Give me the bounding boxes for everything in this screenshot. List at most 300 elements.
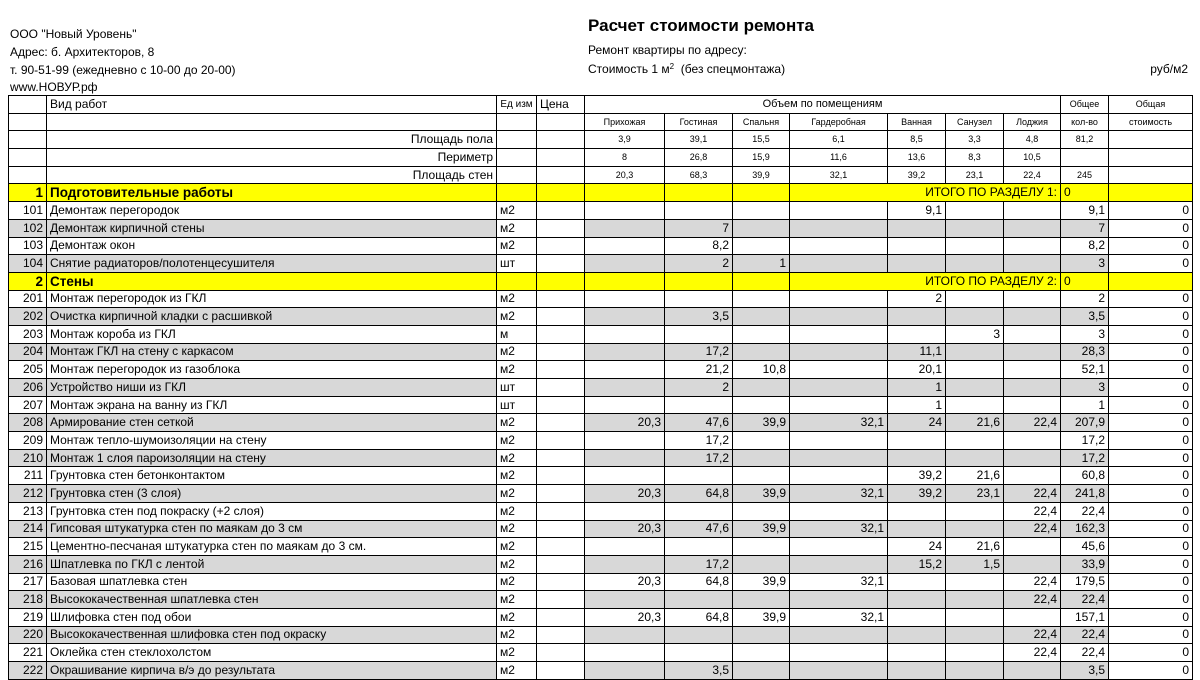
room-volume <box>1004 308 1061 326</box>
work-name: Монтаж перегородок из газоблока <box>47 361 497 379</box>
room-volume: 3,5 <box>665 662 733 680</box>
total-qty: 45,6 <box>1061 538 1109 556</box>
price <box>537 502 585 520</box>
room-volume <box>733 432 790 450</box>
room-volume <box>733 449 790 467</box>
area-value: 20,3 <box>585 166 665 184</box>
room-volume: 22,4 <box>1004 520 1061 538</box>
section-number: 2 <box>9 272 47 290</box>
total-cost: 0 <box>1109 449 1193 467</box>
row-number: 205 <box>9 361 47 379</box>
room-volume <box>790 626 888 644</box>
total-qty: 9,1 <box>1061 202 1109 220</box>
table-row <box>9 414 1193 432</box>
table-row <box>9 449 1193 467</box>
row-number: 104 <box>9 255 47 273</box>
price <box>537 379 585 397</box>
price <box>537 237 585 255</box>
total-qty: 22,4 <box>1061 644 1109 662</box>
room-volume <box>790 379 888 397</box>
room-volume <box>790 396 888 414</box>
room-volume: 21,2 <box>665 361 733 379</box>
room-volume <box>665 202 733 220</box>
work-name: Грунтовка стен бетонконтактом <box>47 467 497 485</box>
room-volume: 32,1 <box>790 573 888 591</box>
total-qty: 3,5 <box>1061 662 1109 680</box>
table-row <box>9 343 1193 361</box>
row-number: 202 <box>9 308 47 326</box>
room-volume <box>1004 662 1061 680</box>
table-row <box>9 608 1193 626</box>
unit: м2 <box>497 202 537 220</box>
room-volume <box>790 361 888 379</box>
price <box>537 485 585 503</box>
room-volume: 47,6 <box>665 520 733 538</box>
unit: м2 <box>497 432 537 450</box>
room-volume <box>946 361 1004 379</box>
room-volume <box>790 555 888 573</box>
area-value: 23,1 <box>946 166 1004 184</box>
section-total-label: ИТОГО ПО РАЗДЕЛУ 1: <box>790 184 1061 202</box>
total-cost: 0 <box>1109 502 1193 520</box>
table-row <box>9 290 1193 308</box>
price <box>537 520 585 538</box>
room-volume <box>665 626 733 644</box>
room-volume <box>946 449 1004 467</box>
table-row <box>9 644 1193 662</box>
room-volume: 7 <box>665 219 733 237</box>
unit: м2 <box>497 343 537 361</box>
price <box>537 396 585 414</box>
company-site: www.НОВУР.рф <box>10 80 98 94</box>
room-volume <box>1004 343 1061 361</box>
room-volume <box>1004 255 1061 273</box>
room-volume <box>585 538 665 556</box>
room-volume <box>946 520 1004 538</box>
room-volume <box>790 662 888 680</box>
total-cost: 0 <box>1109 202 1193 220</box>
room-volume <box>888 644 946 662</box>
total-qty: 17,2 <box>1061 449 1109 467</box>
work-name: Цементно-песчаная штукатурка стен по маякам до 3 см. <box>47 538 497 556</box>
area-value: 39,2 <box>888 166 946 184</box>
unit: м2 <box>497 467 537 485</box>
header-unit: Ед изм <box>497 96 537 114</box>
area-value: 8,3 <box>946 149 1004 167</box>
room-volume: 9,1 <box>888 202 946 220</box>
work-name: Базовая шпатлевка стен <box>47 573 497 591</box>
work-name: Устройство ниши из ГКЛ <box>47 379 497 397</box>
section-title: Подготовительные работы <box>47 184 497 202</box>
table-row <box>9 591 1193 609</box>
total-cost: 0 <box>1109 485 1193 503</box>
header-total-qty: Общее <box>1061 96 1109 114</box>
row-number: 210 <box>9 449 47 467</box>
room-volume: 39,9 <box>733 485 790 503</box>
room-volume <box>888 520 946 538</box>
room-volume <box>1004 449 1061 467</box>
room-volume <box>733 290 790 308</box>
total-qty: 3 <box>1061 325 1109 343</box>
work-name: Монтаж экрана на ванну из ГКЛ <box>47 396 497 414</box>
table-row <box>9 573 1193 591</box>
unit: шт <box>497 255 537 273</box>
area-value: 6,1 <box>790 131 888 149</box>
table-row <box>9 396 1193 414</box>
room-volume <box>946 219 1004 237</box>
room-volume: 17,2 <box>665 555 733 573</box>
room-volume <box>585 662 665 680</box>
unit: м2 <box>497 219 537 237</box>
row-number: 216 <box>9 555 47 573</box>
table-row <box>9 662 1193 680</box>
table-row <box>9 361 1193 379</box>
table-row <box>9 502 1193 520</box>
total-cost: 0 <box>1109 555 1193 573</box>
room-volume: 39,2 <box>888 485 946 503</box>
row-number: 101 <box>9 202 47 220</box>
total-cost: 0 <box>1109 237 1193 255</box>
room-volume <box>585 432 665 450</box>
unit: м2 <box>497 573 537 591</box>
room-volume: 1,5 <box>946 555 1004 573</box>
room-volume: 22,4 <box>1004 414 1061 432</box>
row-number: 211 <box>9 467 47 485</box>
area-value: 3,3 <box>946 131 1004 149</box>
price <box>537 608 585 626</box>
room-volume <box>733 538 790 556</box>
header-work: Вид работ <box>47 96 497 114</box>
row-number: 201 <box>9 290 47 308</box>
table-row <box>9 432 1193 450</box>
price <box>537 343 585 361</box>
room-volume <box>585 202 665 220</box>
room-volume <box>733 379 790 397</box>
room-volume: 39,9 <box>733 520 790 538</box>
section-title: Стены <box>47 272 497 290</box>
price <box>537 432 585 450</box>
area-row <box>9 149 1193 167</box>
work-name: Высококачественная шлифовка стен под окраску <box>47 626 497 644</box>
estimate-table <box>8 95 1193 680</box>
work-name: Оклейка стен стеклохолстом <box>47 644 497 662</box>
work-name: Демонтаж кирпичной стены <box>47 219 497 237</box>
room-volume <box>790 449 888 467</box>
table-row <box>9 538 1193 556</box>
room-volume <box>1004 432 1061 450</box>
total-cost: 0 <box>1109 379 1193 397</box>
room-volume <box>946 591 1004 609</box>
room-volume <box>888 662 946 680</box>
room-volume: 20,1 <box>888 361 946 379</box>
room-volume: 23,1 <box>946 485 1004 503</box>
price <box>537 538 585 556</box>
price <box>537 325 585 343</box>
room-volume <box>1004 361 1061 379</box>
unit: м2 <box>497 485 537 503</box>
room-volume: 32,1 <box>790 608 888 626</box>
room-volume <box>733 343 790 361</box>
total-cost: 0 <box>1109 662 1193 680</box>
room-volume <box>790 467 888 485</box>
work-name: Армирование стен сеткой <box>47 414 497 432</box>
room-volume <box>946 379 1004 397</box>
area-total <box>1061 149 1109 167</box>
room-volume <box>733 396 790 414</box>
room-volume <box>888 325 946 343</box>
price <box>537 255 585 273</box>
room-volume <box>790 308 888 326</box>
row-number: 215 <box>9 538 47 556</box>
price <box>537 573 585 591</box>
room-volume <box>733 219 790 237</box>
currency-unit: руб/м2 <box>1150 62 1188 76</box>
total-qty: 1 <box>1061 396 1109 414</box>
room-volume <box>790 290 888 308</box>
room-header: Прихожая <box>585 113 665 131</box>
total-cost: 0 <box>1109 626 1193 644</box>
total-cost: 0 <box>1109 414 1193 432</box>
unit: м2 <box>497 555 537 573</box>
work-name: Гипсовая штукатурка стен по маякам до 3 см <box>47 520 497 538</box>
room-volume <box>665 467 733 485</box>
section-header <box>9 184 1193 202</box>
area-value: 8,5 <box>888 131 946 149</box>
room-volume: 20,3 <box>585 520 665 538</box>
total-qty: 22,4 <box>1061 626 1109 644</box>
area-label: Площадь пола <box>47 131 497 149</box>
room-header: Гостиная <box>665 113 733 131</box>
room-volume: 32,1 <box>790 520 888 538</box>
room-volume <box>585 502 665 520</box>
room-volume <box>790 202 888 220</box>
room-volume: 22,4 <box>1004 644 1061 662</box>
area-label: Периметр <box>47 149 497 167</box>
total-cost: 0 <box>1109 573 1193 591</box>
room-volume <box>946 237 1004 255</box>
room-volume <box>946 432 1004 450</box>
price <box>537 414 585 432</box>
total-cost: 0 <box>1109 608 1193 626</box>
price <box>537 290 585 308</box>
total-cost: 0 <box>1109 308 1193 326</box>
table-row <box>9 379 1193 397</box>
row-number: 221 <box>9 644 47 662</box>
price <box>537 626 585 644</box>
area-value: 8 <box>585 149 665 167</box>
header-row-2 <box>9 113 1193 131</box>
room-volume <box>946 308 1004 326</box>
work-name: Демонтаж окон <box>47 237 497 255</box>
row-number: 204 <box>9 343 47 361</box>
work-name: Монтаж короба из ГКЛ <box>47 325 497 343</box>
room-volume: 64,8 <box>665 608 733 626</box>
room-volume <box>790 502 888 520</box>
room-volume: 1 <box>733 255 790 273</box>
total-cost: 0 <box>1109 432 1193 450</box>
room-volume <box>946 662 1004 680</box>
room-volume <box>790 255 888 273</box>
unit: шт <box>497 396 537 414</box>
room-volume <box>1004 202 1061 220</box>
area-total: 245 <box>1061 166 1109 184</box>
area-value: 10,5 <box>1004 149 1061 167</box>
total-qty: 22,4 <box>1061 502 1109 520</box>
room-volume <box>790 237 888 255</box>
room-volume <box>585 467 665 485</box>
room-volume <box>585 379 665 397</box>
room-volume <box>946 608 1004 626</box>
area-value: 22,4 <box>1004 166 1061 184</box>
room-volume <box>733 662 790 680</box>
unit: м2 <box>497 662 537 680</box>
table-row <box>9 255 1193 273</box>
room-volume <box>946 626 1004 644</box>
room-volume <box>665 502 733 520</box>
row-number: 220 <box>9 626 47 644</box>
room-volume: 32,1 <box>790 414 888 432</box>
room-volume: 22,4 <box>1004 502 1061 520</box>
room-volume <box>888 573 946 591</box>
row-number: 217 <box>9 573 47 591</box>
room-volume <box>1004 467 1061 485</box>
total-cost: 0 <box>1109 644 1193 662</box>
price <box>537 202 585 220</box>
total-qty: 22,4 <box>1061 591 1109 609</box>
row-number: 218 <box>9 591 47 609</box>
room-volume <box>790 538 888 556</box>
room-volume: 21,6 <box>946 414 1004 432</box>
row-number: 208 <box>9 414 47 432</box>
work-name: Монтаж 1 слоя пароизоляции на стену <box>47 449 497 467</box>
room-volume <box>888 308 946 326</box>
work-name: Монтаж ГКЛ на стену с каркасом <box>47 343 497 361</box>
row-number: 209 <box>9 432 47 450</box>
total-qty: 3 <box>1061 379 1109 397</box>
table-row <box>9 467 1193 485</box>
header-total-qty-2: кол-во <box>1061 113 1109 131</box>
company-phone: т. 90-51-99 (ежедневно с 10-00 до 20-00) <box>10 63 236 77</box>
room-volume: 22,4 <box>1004 573 1061 591</box>
room-volume <box>585 219 665 237</box>
work-name: Снятие радиаторов/полотенцесушителя <box>47 255 497 273</box>
room-volume: 11,1 <box>888 343 946 361</box>
room-volume <box>946 644 1004 662</box>
area-value: 15,5 <box>733 131 790 149</box>
work-name: Монтаж тепло-шумоизоляции на стену <box>47 432 497 450</box>
price <box>537 467 585 485</box>
cost-per-m2 <box>588 62 785 76</box>
table-row <box>9 325 1193 343</box>
room-volume: 47,6 <box>665 414 733 432</box>
unit: м2 <box>497 237 537 255</box>
room-volume <box>585 591 665 609</box>
area-value: 68,3 <box>665 166 733 184</box>
room-volume <box>733 626 790 644</box>
row-number: 219 <box>9 608 47 626</box>
area-value: 3,9 <box>585 131 665 149</box>
cost-prefix: Стоимость 1 м <box>588 62 670 76</box>
unit: м2 <box>497 290 537 308</box>
row-number: 102 <box>9 219 47 237</box>
room-volume <box>1004 325 1061 343</box>
room-volume: 64,8 <box>665 485 733 503</box>
room-volume: 1 <box>888 379 946 397</box>
room-header: Спальня <box>733 113 790 131</box>
room-volume: 17,2 <box>665 449 733 467</box>
area-value: 39,1 <box>665 131 733 149</box>
room-volume <box>733 325 790 343</box>
total-cost: 0 <box>1109 343 1193 361</box>
total-qty: 157,1 <box>1061 608 1109 626</box>
room-volume <box>790 591 888 609</box>
room-volume <box>665 290 733 308</box>
work-name: Монтаж перегородок из ГКЛ <box>47 290 497 308</box>
room-volume: 32,1 <box>790 485 888 503</box>
room-volume <box>585 555 665 573</box>
unit: шт <box>497 379 537 397</box>
room-volume <box>585 237 665 255</box>
room-volume <box>733 308 790 326</box>
room-volume <box>733 555 790 573</box>
total-cost: 0 <box>1109 520 1193 538</box>
room-volume: 10,8 <box>733 361 790 379</box>
room-volume: 22,4 <box>1004 626 1061 644</box>
room-volume: 20,3 <box>585 485 665 503</box>
price <box>537 361 585 379</box>
total-qty: 52,1 <box>1061 361 1109 379</box>
room-volume: 20,3 <box>585 414 665 432</box>
unit: м2 <box>497 626 537 644</box>
row-number: 207 <box>9 396 47 414</box>
total-qty: 28,3 <box>1061 343 1109 361</box>
room-volume: 15,2 <box>888 555 946 573</box>
work-name: Шлифовка стен под обои <box>47 608 497 626</box>
total-qty: 8,2 <box>1061 237 1109 255</box>
room-volume <box>585 396 665 414</box>
room-volume <box>1004 237 1061 255</box>
work-name: Шпатлевка по ГКЛ с лентой <box>47 555 497 573</box>
price <box>537 555 585 573</box>
work-name: Демонтаж перегородок <box>47 202 497 220</box>
room-volume: 17,2 <box>665 343 733 361</box>
document-subtitle: Ремонт квартиры по адресу: <box>588 43 747 57</box>
header-total-cost: Общая <box>1109 96 1193 114</box>
room-volume <box>585 325 665 343</box>
section-total-label: ИТОГО ПО РАЗДЕЛУ 2: <box>790 272 1061 290</box>
area-label: Площадь стен <box>47 166 497 184</box>
total-qty: 179,5 <box>1061 573 1109 591</box>
room-volume: 22,4 <box>1004 485 1061 503</box>
room-volume <box>888 626 946 644</box>
row-number: 214 <box>9 520 47 538</box>
total-cost: 0 <box>1109 290 1193 308</box>
section-total-value: 0 <box>1061 184 1109 202</box>
unit: м2 <box>497 520 537 538</box>
area-value: 13,6 <box>888 149 946 167</box>
table-row <box>9 237 1193 255</box>
unit: м2 <box>497 608 537 626</box>
room-volume <box>665 538 733 556</box>
price <box>537 449 585 467</box>
room-volume: 22,4 <box>1004 591 1061 609</box>
room-volume <box>946 396 1004 414</box>
room-volume: 20,3 <box>585 608 665 626</box>
room-volume: 8,2 <box>665 237 733 255</box>
room-volume: 39,9 <box>733 414 790 432</box>
header-total-cost-2: стоимость <box>1109 113 1193 131</box>
room-volume <box>1004 219 1061 237</box>
